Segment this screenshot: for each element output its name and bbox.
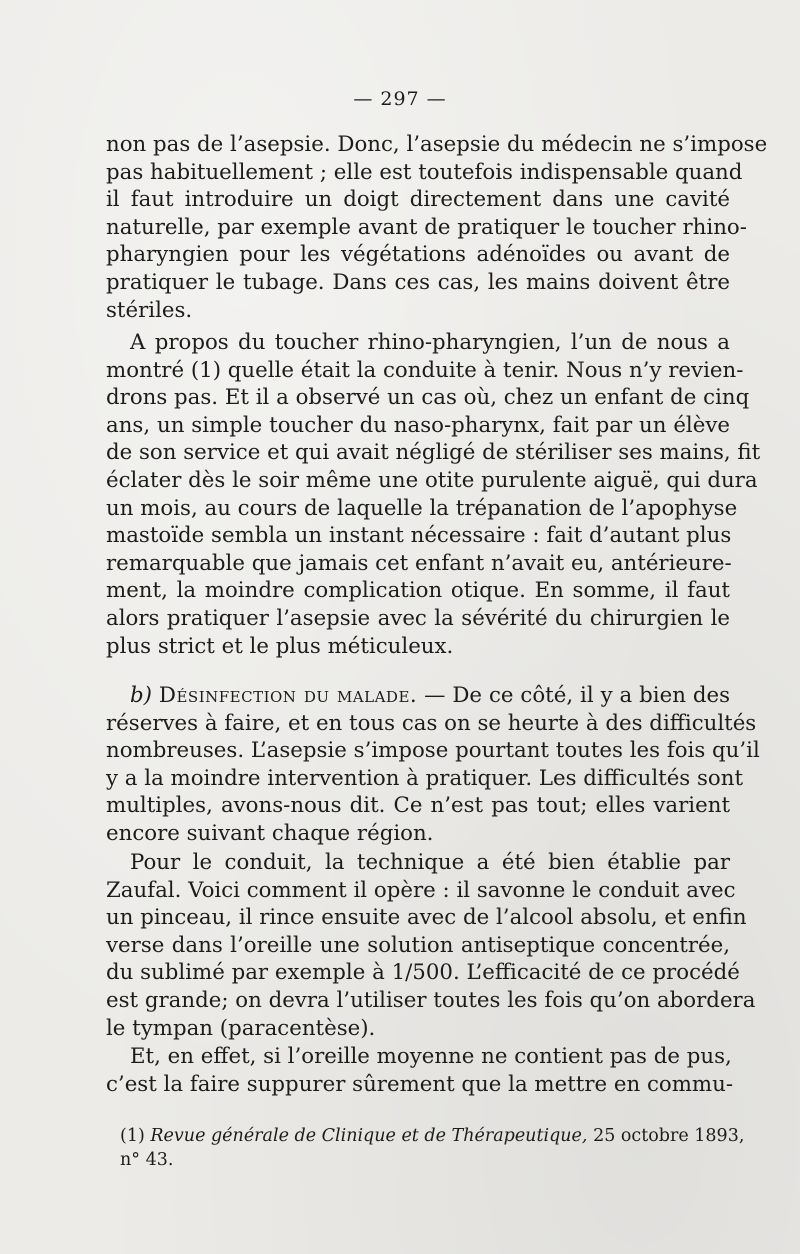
text-line: mastoïde sembla un instant nécessaire : fait d’autant plus	[106, 523, 732, 549]
text-line: alors pratiquer l’asepsie avec la sévérité du chirurgien le	[106, 605, 730, 631]
text-line: ment, la moindre complication otique. En somme, il faut	[106, 578, 730, 604]
text-line: un pinceau, il rince ensuite avec de l’alcool absolu, et enfin	[106, 905, 747, 931]
text-line: nombreuses. L’asepsie s’impose pourtant toutes les fois qu’il	[106, 738, 760, 764]
text-line: montré (1) quelle était la conduite à tenir. Nous n’y revien-	[106, 357, 744, 383]
text-line: pas habituellement ; elle est toutefois indispensable quand	[106, 159, 743, 185]
text-line: pharyngien pour les végétations adénoïdes ou avant de	[106, 242, 730, 268]
text-line: y a la moindre intervention à pratiquer. Les difficultés sont	[106, 765, 744, 791]
text-line: il faut introduire un doigt directement dans une cavité	[106, 187, 730, 213]
text-line: verse dans l’oreille une solution antiseptique concentrée,	[106, 932, 730, 958]
paragraph-3	[106, 682, 760, 848]
text-line: plus strict et le plus méticuleux.	[106, 633, 454, 659]
footnote-number: n° 43.	[120, 1150, 174, 1170]
text-line: du sublimé par exemple à 1/500. L’efficacité de ce procédé	[106, 960, 740, 986]
paragraph-2	[106, 329, 761, 660]
text-line: A propos du toucher rhino-pharyngien, l’un de nous a	[130, 330, 730, 355]
text-line: stériles.	[106, 297, 193, 323]
text-line: Zaufal. Voici comment il opère : il savonne le conduit avec	[106, 877, 736, 903]
text-fragment: — De ce côté, il y a bien des	[424, 683, 730, 708]
paragraph-4	[106, 849, 756, 1042]
text-line: pratiquer le tubage. Dans ces cas, les mains doivent être	[106, 269, 730, 295]
text-line: le tympan (paracentèse).	[106, 1015, 376, 1041]
text-line: non pas de l’asepsie. Donc, l’asepsie du médecin ne s’impose	[106, 132, 768, 157]
footnote-marker: (1)	[120, 1126, 145, 1146]
text-line: naturelle, par exemple avant de pratiquer le toucher rhino-	[106, 214, 747, 240]
section-heading-line	[106, 682, 730, 710]
text-line: un mois, au cours de laquelle la trépanation de l’apophyse	[106, 495, 738, 521]
section-heading: Désinfection du malade.	[158, 683, 418, 708]
text-line: c’est la faire suppurer sûrement que la mettre en commu-	[106, 1071, 734, 1097]
text-line: de son service et qui avait négligé de stériliser ses mains, fit	[106, 440, 761, 466]
text-line: encore suivant chaque région.	[106, 820, 434, 846]
text-line: Et, en effet, si l’oreille moyenne ne contient pas de pus,	[130, 1044, 732, 1069]
text-line: multiples, avons-nous dit. Ce n’est pas tout; elles varient	[106, 793, 730, 819]
footnote	[120, 1124, 745, 1172]
footnote-line	[120, 1124, 745, 1148]
text-line: Pour le conduit, la technique a été bien établie par	[130, 850, 730, 875]
text-line: réserves à faire, et en tous cas on se heurte à des difficultés	[106, 710, 757, 736]
paragraph-1	[106, 131, 768, 324]
text-line: remarquable que jamais cet enfant n’avait eu, antérieure-	[106, 550, 732, 576]
page-number: — 297 —	[353, 88, 447, 110]
footnote-date: 25 octobre 1893,	[593, 1126, 745, 1146]
text-line: ans, un simple toucher du naso-pharynx, fait par un élève	[106, 412, 730, 438]
paragraph-5	[106, 1043, 734, 1098]
section-letter: b)	[130, 683, 152, 708]
text-line: drons pas. Et il a observé un cas où, chez un enfant de cinq	[106, 385, 750, 411]
footnote-journal: Revue générale de Clinique et de Thérapeutique,	[150, 1126, 588, 1146]
text-line: éclater dès le soir même une otite purulente aiguë, qui dura	[106, 467, 758, 493]
text-line: est grande; on devra l’utiliser toutes les fois qu’on abordera	[106, 987, 756, 1013]
